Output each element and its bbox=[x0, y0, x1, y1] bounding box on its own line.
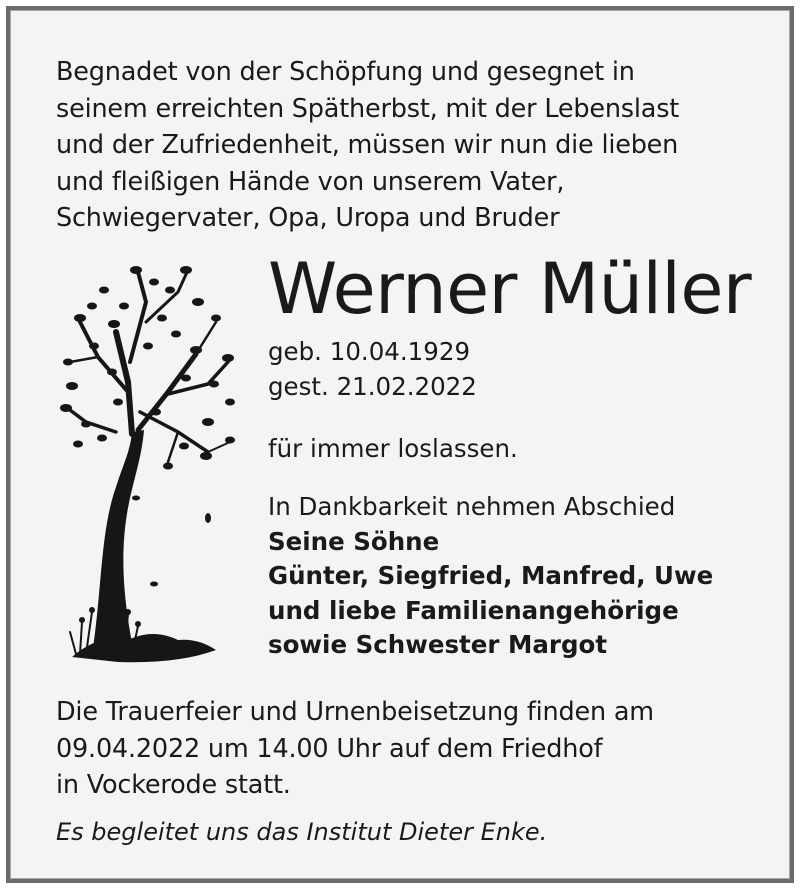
ceremony-text bbox=[56, 694, 654, 804]
let-go-text: für immer loslassen. bbox=[268, 434, 518, 463]
mourner-line: und liebe Familienangehörige bbox=[268, 595, 679, 625]
farewell-intro: In Dankbarkeit nehmen Abschied bbox=[268, 492, 676, 521]
ceremony-line: in Vockerode statt. bbox=[56, 770, 291, 801]
funeral-home-note: Es begleitet uns das Institut Dieter Enke. bbox=[56, 818, 548, 846]
mourner-line: sowie Schwester Margot bbox=[268, 630, 608, 659]
intro-line: und fleißigen Hände von unserem Vater, bbox=[56, 166, 565, 197]
death-date: gest. 21.02.2022 bbox=[268, 371, 477, 401]
ceremony-line: 09.04.2022 um 14.00 Uhr auf dem Friedhof bbox=[56, 733, 603, 764]
mourner-line: Günter, Siegfried, Manfred, Uwe bbox=[268, 561, 714, 590]
mourner-line: Seine Söhne bbox=[268, 526, 440, 556]
obituary-frame bbox=[6, 6, 794, 883]
tree-icon bbox=[58, 262, 238, 667]
intro-line: seinem erreichten Spätherbst, mit der Lebenslast bbox=[56, 93, 680, 124]
intro-line: Schwiegervater, Opa, Uropa und Bruder bbox=[56, 203, 560, 234]
deceased-name: Werner Müller bbox=[268, 248, 752, 330]
intro-text bbox=[56, 54, 766, 237]
intro-line: Begnadet von der Schöpfung und gesegnet in bbox=[56, 57, 635, 87]
ceremony-line: Die Trauerfeier und Urnenbeisetzung finden am bbox=[56, 697, 654, 727]
intro-line: und der Zufriedenheit, müssen wir nun die lieben bbox=[56, 130, 679, 161]
mourners-block bbox=[268, 490, 713, 663]
life-dates bbox=[268, 335, 477, 404]
birth-date: geb. 10.04.1929 bbox=[268, 337, 471, 366]
